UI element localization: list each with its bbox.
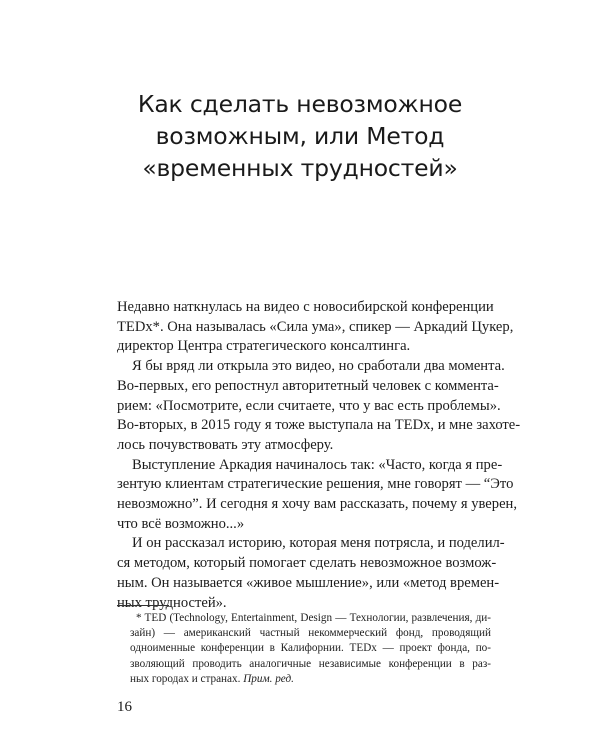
paragraph-3-line: невозможно”. И сегодня я хочу вам рассказать, почему я уверен,	[117, 496, 518, 513]
paragraph-3-line: что всё возможно...»	[117, 515, 245, 532]
body-text	[117, 298, 521, 613]
footnote-divider	[117, 605, 169, 606]
paragraph-4-line: ных трудностей».	[117, 594, 227, 611]
paragraph-3-line: зентую клиентам стратегические решения, мне говорят — “Это	[117, 476, 514, 493]
chapter-title-line: Как сделать невозможное	[137, 90, 463, 118]
footnote-line: зайн) — американский частный некоммерческий фонд, проводящий	[130, 627, 491, 640]
paragraph-2-line: рием: «Посмотрите, если считаете, что у вас есть проблемы».	[117, 397, 501, 414]
paragraph-3-line: Выступление Аркадия начиналось так: «Часто, когда я пре-	[132, 456, 503, 473]
paragraph-1-line: директор Центра стратегического консалтинга.	[117, 338, 411, 355]
footnote-line	[130, 672, 491, 687]
footnote-line-text: ных городах и странах.	[130, 672, 241, 685]
footnote-line: одноименные конференции в Калифорнии. TEDx — проект фонда, по-	[130, 642, 491, 655]
footnote-line: * TED (Technology, Entertainment, Design — Технологии, развлечения, ди-	[136, 612, 491, 624]
chapter-title	[0, 88, 600, 184]
paragraph-2-line: Я бы вряд ли открыла это видео, но сработали два момента.	[132, 358, 505, 375]
paragraph-4-line: И он рассказал историю, которая меня потрясла, и поделил-	[132, 535, 505, 552]
paragraph-2-line: Во-первых, его репостнул авторитетный человек с коммента-	[117, 377, 499, 394]
footnote	[130, 611, 491, 687]
chapter-title-line: «временных трудностей»	[142, 154, 458, 182]
chapter-title-line: возможным, или Метод	[155, 122, 445, 150]
paragraph-2-line: Во-вторых, в 2015 году я тоже выступала на TEDx, и мне захоте-	[117, 417, 521, 434]
page-number: 16	[117, 699, 132, 715]
paragraph-4-line: ным. Он называется «живое мышление», или «метод времен-	[117, 574, 500, 591]
editor-note: Прим. ред.	[243, 672, 294, 685]
paragraph-1-line: TEDx*. Она называлась «Сила ума», спикер — Аркадий Цукер,	[117, 318, 514, 335]
footnote-line: зволяющий проводить аналогичные независимые конференции в раз-	[130, 657, 491, 670]
paragraph-2-line: лось почувствовать эту атмосферу.	[117, 436, 334, 453]
paragraph-4-line: ся методом, который помогает сделать невозможное возмож-	[117, 555, 497, 572]
paragraph-1-line: Недавно наткнулась на видео с новосибирской конференции	[117, 299, 494, 315]
